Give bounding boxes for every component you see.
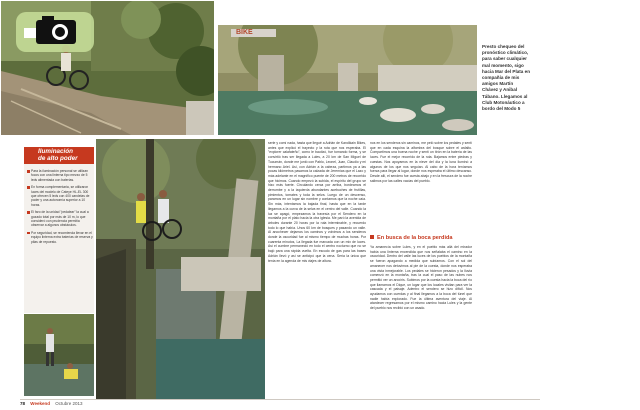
issue-date: Octubre 2013 <box>55 401 83 406</box>
article-subhead: En busca de la boca perdida <box>370 235 472 243</box>
sidebar-title-line1: Iluminación <box>38 148 73 155</box>
article-column-1: serle y comí nada, hasta que llegué a Adrián de Kandikain Bikes, antes que explicó el trayecto y la ruta que nos esperaba. El "explorer calafateño", como le bautizó, fue tomando forma, y se convirtió tras ser llegada a Lules, a 20 km de San Miguel de Tucumán, donde me juntó con Pablo, Leonel, Juan, Claudio y mi hermano Ariel. Así, con Adrián a la cabeza, partimos ya a las pocas kilómetros pasamos la calzada de Jeremías que el Lazo y más adelante en el magnífico puente de 200 metros de recorrido que hicimos. Cuando empezó la subida, el espíritu del grupo se hizo más fuerte. Circulando cerca por arriba, bordeamos el derrumbe y a la izquierda abundantes acebuches de frutillas, pimientos, tomates y toda la selva. Luego de un descenso, paramos en un lugar sin nombre y contamos que la noche caía. Sin más, intentamos la bajada final, hasta que en la tarde llegamos a la curva de la selva en el centro del valle. Cuando la luz se apagó, empezamos la travesía por el Sendero en la montaña por el plato hacia la otra iglesia. Me paró la avenida de árboles durante 20 horas por la ruta interminable, y recuerdo todo lo que había. Unos 60 km de bosques y pasando un valle. Al anochecer dejamos los caminos y volvimos a los senderos donde la oscuridad fue al mismo tiempo de muchas horas. Por cuarenta minutos, La llegada fue marcada con un mix de luces. Así el cumbre permaneció en todo el centro nocturno que no se bajó para una rápida vuelta. En escudo de gas para las bases Adrián llevó y así se anticipó que la cena. Sería la única que tenía en la agenda de mis viajes de altura. <box>268 141 366 263</box>
article-column-2b: Ya amanecía sobre Lules, y en el pueblo más allá del mirador había una linterna encendida que nos señalaba el camino en la oscuridad. Dentro del valle las luces de los pueblos de la montaña se fueron apagando a medida que subíamos. Con el sol del amanecer nos detuvimos al pie de la cuesta, donde nos esperaba una vista inmejorable. Los pedales se hicieron pesados y la lluvia comenzó en la montaña, tras la cual el paso de las nubes nos permitió ver un arcoíris. Subimos por la cuesta hacia la boca del río que llamamos el Dique, un lugar que los locales visitan para ver la cascada y el paisaje. Adentro el sendero se hizo difícil. Nos ayudamos con cuerdas y al final llegamos a la boca del túnel que nadie había explorado. Fue la última aventura del viaje. Al atardecer regresamos por el mismo camino hacia Lules y la gente del pueblo nos recibió con un asado. <box>370 245 472 311</box>
sidebar-title-line2: de alto poder <box>38 155 78 162</box>
section-tag-label: BIKE <box>236 29 253 36</box>
photo-caption: Presto chequeo del pronóstico climático, para saber cualquier mal momento, sigo hacia Mar del Plata en compañía de mis amigos Martín Chávez y Anibal Tábano. Llegamos al Club Motonáutico a bordo del Modo 5 <box>482 44 530 112</box>
page-footer <box>20 401 540 410</box>
sidebar-item: Para la iluminación personal se utilizan focos con una linterna tipo mezzo de 5 leds alimentada con baterías. <box>27 169 93 182</box>
sidebar-header <box>24 147 94 164</box>
page-number: 78 <box>20 401 26 406</box>
magazine-name: Weekend <box>30 401 50 406</box>
photo-dam-river <box>218 25 477 135</box>
sidebar-item: Por seguridad, se recomienda llevar en el equipo linterna extra baterías de reserva y pilas de repuesto. <box>27 231 93 244</box>
sidebar-item: En forma complementaria, se utilizaron luces del modelo de Cateye HL-EL 300 que ofrecen 5 leds con 400 candelas de poder y una autonomía superior a 10 horas. <box>27 185 93 207</box>
sidebar-item: El faro de la unidad "pedalear" la cual a gozado total por más de 10 m, lo que consideró con prudencia permitía observar a algunos obstáculos. <box>27 210 93 228</box>
sidebar-box <box>24 147 94 313</box>
photo-cyclists-stream <box>96 139 265 399</box>
sidebar-body <box>27 169 93 247</box>
camera-badge-icon <box>14 10 96 54</box>
photo-riders-water <box>24 314 94 396</box>
article-column-2: nos en los senderos sin caminos, me peló sobre los pedales y sentí que en cada esquina la alfombra del bosque sobre el asfalto. Compartimos una buena noche y sentí un tirón en la batería de las luces. Fue el mejor recorrido de la ruta. Bajamos entre piedras y cuestas. Nos apoyamos en la nieve del día y la luna iluminó a algunos de los que nos seguían. Al cabo de la hora teníamos fuerza para llegar al lugar, donde nos esperaba el último descanso. Desde allí, el sendero fue cuesta abajo y en la frescura de la noche salimos por las calles vacías del pueblo. <box>370 141 472 183</box>
section-tag <box>231 29 276 37</box>
footer-divider <box>20 399 540 400</box>
